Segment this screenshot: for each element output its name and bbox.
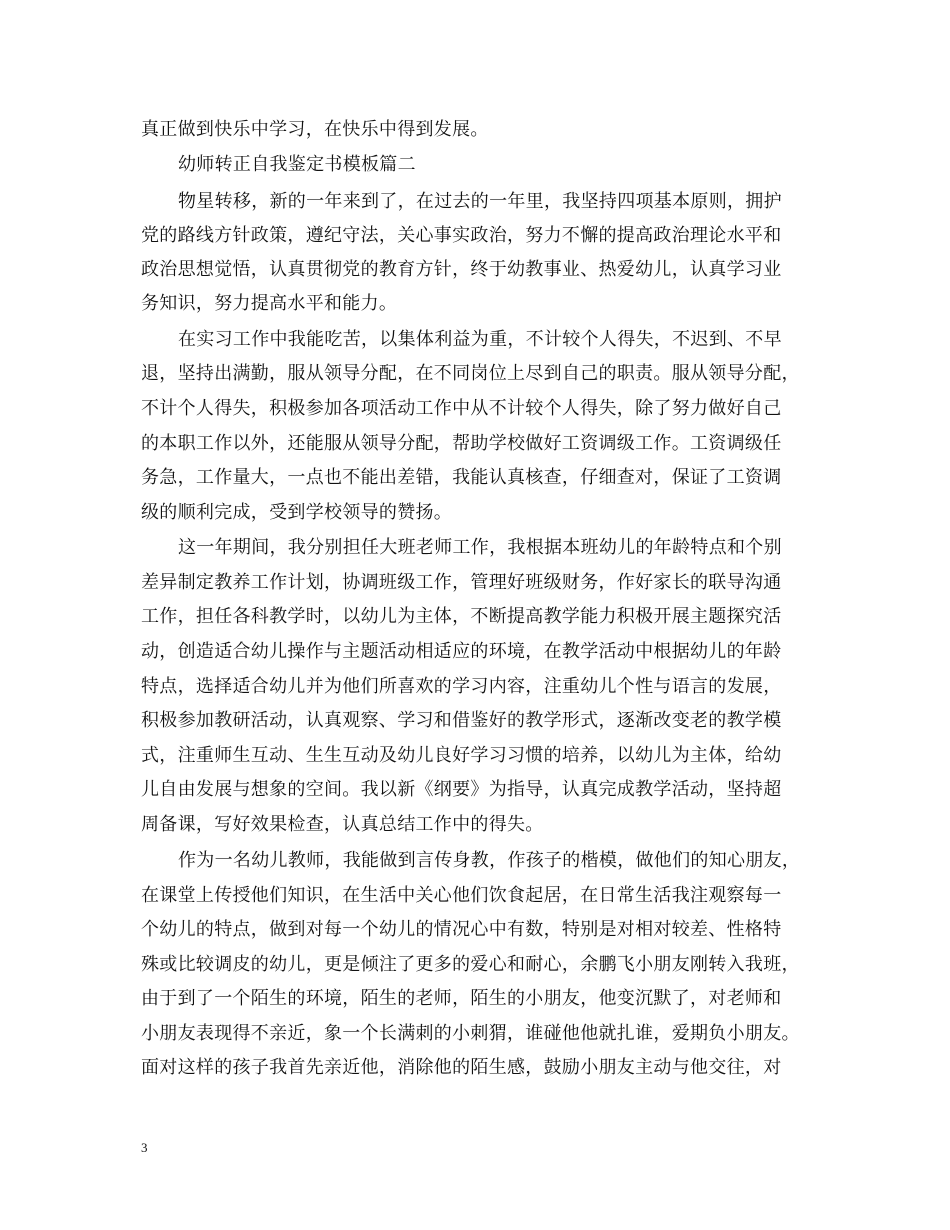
page-number: 3 bbox=[141, 1140, 148, 1155]
text-line: 周备课，写好效果检查，认真总结工作中的得失。 bbox=[141, 814, 544, 835]
text-line: 式，注重师生互动、生生互动及幼儿良好学习习惯的培养，以幼儿为主体，给幼 bbox=[141, 745, 782, 766]
text-line: 务急，工作量大，一点也不能出差错，我能认真核查，仔细查对，保证了工资调 bbox=[141, 467, 782, 488]
text-line: 由于到了一个陌生的环境，陌生的老师，陌生的小朋友，他变沉默了，对老师和 bbox=[141, 988, 782, 1009]
text-line: 的本职工作以外，还能服从领导分配，帮助学校做好工资调级工作。工资调级任 bbox=[141, 433, 782, 454]
text-line: 这一年期间，我分别担任大班老师工作，我根据本班幼儿的年龄特点和个别 bbox=[178, 537, 782, 558]
text-line: 物星转移，新的一年来到了，在过去的一年里，我坚持四项基本原则，拥护 bbox=[178, 191, 782, 212]
text-line: 在课堂上传授他们知识，在生活中关心他们饮食起居，在日常生活我注观察每一 bbox=[141, 885, 782, 906]
text-line: 退，坚持出满勤，服从领导分配，在不同岗位上尽到自己的职责。服从领导分配， bbox=[141, 363, 800, 384]
text-line: 差异制定教养工作计划，协调班级工作，管理好班级财务，作好家长的联导沟通 bbox=[141, 572, 782, 593]
text-line: 殊或比较调皮的幼儿，更是倾注了更多的爱心和耐心，余鹏飞小朋友刚转入我班， bbox=[141, 954, 800, 975]
text-line: 小朋友表现得不亲近，象一个长满刺的小刺猬，谁碰他他就扎谁，爱期负小朋友。 bbox=[141, 1023, 800, 1044]
text-line: 级的顺利完成，受到学校领导的赞扬。 bbox=[141, 502, 453, 523]
text-line: 儿自由发展与想象的空间。我以新《纲要》为指导，认真完成教学活动，坚持超 bbox=[141, 779, 782, 800]
text-line: 党的路线方针政策，遵纪守法，关心事实政治，努力不懈的提高政治理论水平和 bbox=[141, 225, 782, 246]
text-line: 真正做到快乐中学习，在快乐中得到发展。 bbox=[141, 119, 489, 140]
text-line: 不计个人得失，积极参加各项活动工作中从不计较个人得失，除了努力做好自己 bbox=[141, 398, 782, 419]
text-line: 面对这样的孩子我首先亲近他，消除他的陌生感，鼓励小朋友主动与他交往，对 bbox=[141, 1057, 782, 1078]
text-line: 在实习工作中我能吃苦，以集体利益为重，不计较个人得失，不迟到、不早 bbox=[178, 329, 782, 350]
text-line: 政治思想觉悟，认真贯彻党的教育方针，终于幼教事业、热爱幼儿，认真学习业 bbox=[141, 259, 782, 280]
text-line: 个幼儿的特点，做到对每一个幼儿的情况心中有数，特别是对相对较差、性格特 bbox=[141, 919, 782, 940]
text-line: 积极参加教研活动，认真观察、学习和借鉴好的教学形式，逐渐改变老的教学模 bbox=[141, 710, 782, 731]
text-line: 务知识，努力提高水平和能力。 bbox=[141, 293, 398, 314]
text-line: 特点，选择适合幼儿并为他们所喜欢的学习内容，注重幼儿个性与语言的发展， bbox=[141, 676, 782, 697]
text-line: 动，创造适合幼儿操作与主题活动相适应的环境，在教学活动中根据幼儿的年龄 bbox=[141, 641, 782, 662]
text-line: 作为一名幼儿教师，我能做到言传身教，作孩子的楷模，做他们的知心朋友， bbox=[178, 850, 801, 871]
text-line: 工作，担任各科教学时，以幼儿为主体，不断提高教学能力积极开展主题探究活 bbox=[141, 606, 782, 627]
section-heading: 幼师转正自我鉴定书模板篇二 bbox=[178, 154, 416, 175]
